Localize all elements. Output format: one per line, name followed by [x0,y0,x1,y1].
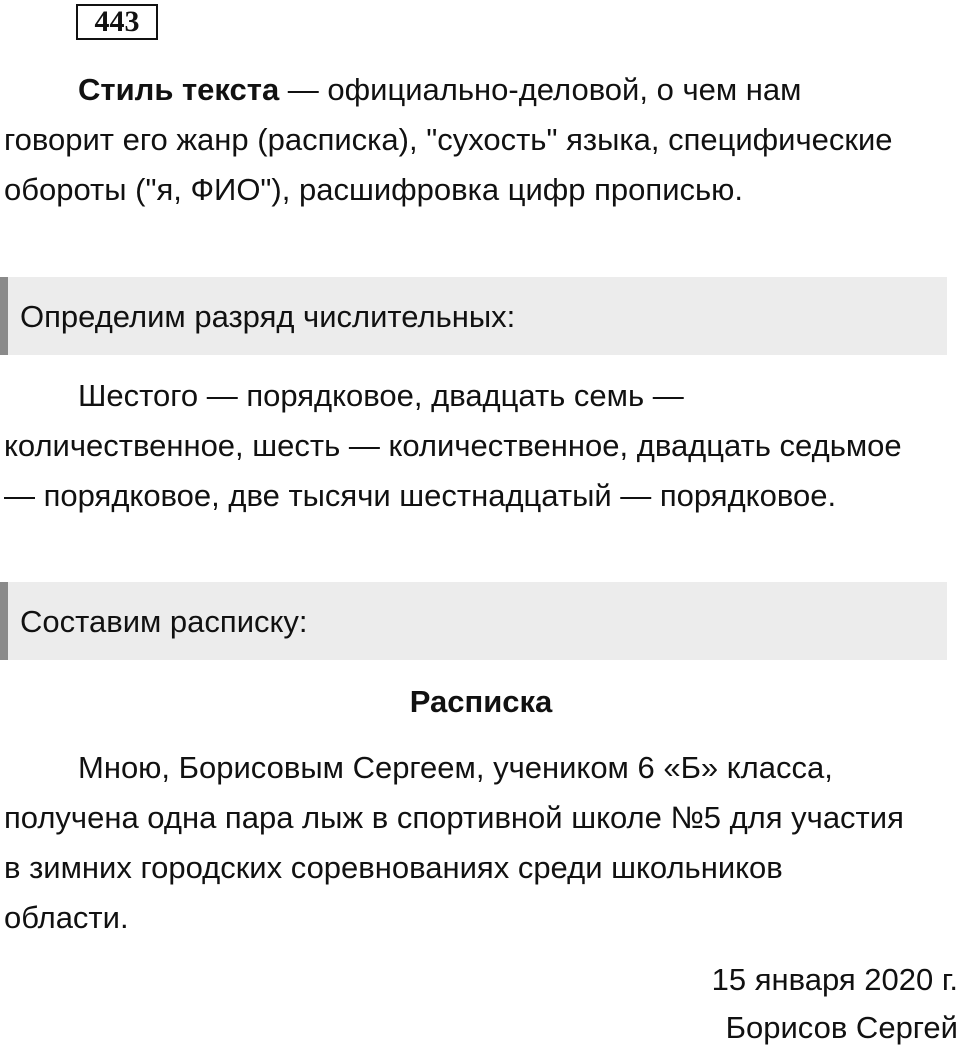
callout-numerals-text: Определим разряд числительных: [20,299,516,334]
task-number: 443 [94,5,140,38]
receipt-signature: Борисов Сергей [725,1010,958,1045]
callout-receipt [0,582,947,660]
task-number-box [76,4,158,40]
receipt-date: 15 января 2020 г. [711,962,958,997]
style-paragraph [4,65,904,215]
callout-receipt-text: Составим расписку: [20,604,308,639]
style-text: — официально-деловой, о чем нам говорит его жанр (расписка), "сухость" языка, специфические обороты ("я, ФИО"), расшифровка цифр прописью. [4,72,893,207]
numerals-paragraph: Шестого — порядковое, двадцать семь — количественное, шесть — количественное, двадцать седьмое — порядковое, две тысячи шестнадцатый — порядковое. [4,378,902,513]
receipt-title: Расписка [409,684,553,719]
style-label: Стиль текста [78,72,280,107]
callout-numerals [0,277,947,355]
receipt-body: Мною, Борисовым Сергеем, учеником 6 «Б» класса, получена одна пара лыж в спортивной школе №5 для участия в зимних городских соревнованиях среди школьников области. [4,750,904,935]
